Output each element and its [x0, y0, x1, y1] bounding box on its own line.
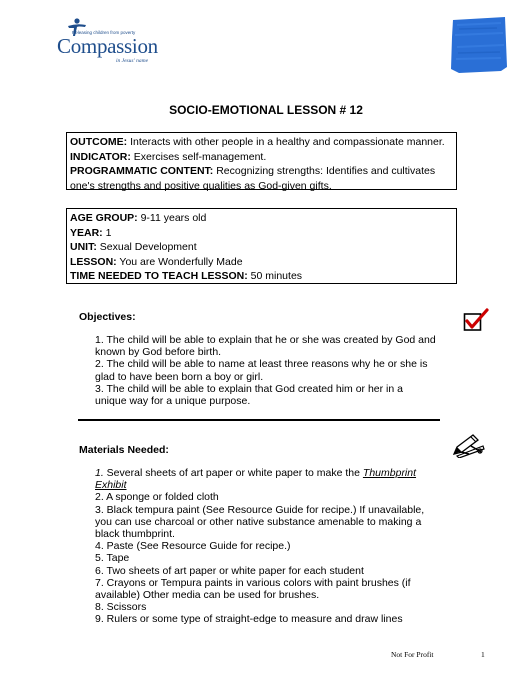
page-title: SOCIO-EMOTIONAL LESSON # 12: [169, 103, 363, 117]
programmatic-row: [70, 164, 453, 179]
outcome-label: OUTCOME:: [70, 136, 128, 148]
unit-row: [70, 240, 453, 255]
checkbox-checked-icon: [463, 308, 489, 332]
footer-not-for-profit: Not For Profit: [391, 650, 434, 659]
time-value: 50 minutes: [247, 270, 303, 282]
unit-value: Sexual Development: [96, 241, 197, 253]
objective-line: 1. The child will be able to explain that he or she was created by God and: [95, 334, 436, 346]
material-line: 8. Scissors: [95, 601, 147, 614]
objective-line: unique way for a unique purpose.: [95, 395, 251, 408]
logo-tagline-bottom: in Jesus' name: [116, 58, 149, 64]
material-line: available) Other media can be used for brushes.: [95, 589, 320, 602]
indicator-label: INDICATOR:: [70, 150, 131, 163]
compassion-logo: [52, 18, 164, 68]
pencil-tools-icon: [451, 432, 485, 458]
material-line: black thumbprint.: [95, 528, 175, 541]
material-line: 7. Crayons or Tempura paints in various colors with paint brushes (if: [95, 576, 411, 589]
outcome-box: [66, 132, 457, 190]
materials-heading: Materials Needed:: [79, 444, 169, 456]
year-label: YEAR:: [70, 226, 103, 239]
indicator-text: Exercises self-management.: [130, 150, 267, 163]
logo-wordmark: Compassion: [57, 34, 158, 58]
thumbprint-exhibit-reference-2: Exhibit: [95, 479, 127, 492]
objectives-list: [95, 334, 455, 407]
section-divider: [78, 419, 440, 421]
material-line: 2. A sponge or folded cloth: [95, 491, 219, 504]
outcome-row: [70, 135, 453, 150]
material-number: 1.: [95, 467, 104, 479]
objective-line: 3. The child will be able to explain that God created him or her in a: [95, 382, 403, 395]
unit-label: UNIT:: [70, 241, 97, 253]
objective-line: 2. The child will be able to name at least three reasons why he or she is: [95, 358, 428, 371]
material-text: Several sheets of art paper or white paper to make the: [103, 467, 363, 479]
objectives-heading: Objectives:: [79, 311, 136, 323]
material-line: [95, 479, 455, 491]
year-value: 1: [102, 226, 112, 239]
age-group-value: 9-11 years old: [137, 212, 207, 224]
material-line: you can use charcoal or other native substance amenable to making a: [95, 515, 422, 528]
programmatic-text: Recognizing strengths: Identifies and cultivates: [213, 165, 436, 177]
age-group-row: [70, 211, 453, 226]
programmatic-row-2: one's strengths and positive qualities as God-given gifts.: [70, 179, 332, 192]
lesson-value: You are Wonderfully Made: [116, 255, 243, 268]
blue-accent-block: [451, 17, 507, 73]
year-row: [70, 226, 453, 241]
indicator-row: [70, 150, 453, 165]
lesson-label: LESSON:: [70, 255, 117, 268]
objective-line: glad to have been born a boy or girl.: [95, 370, 264, 383]
page-number: 1: [481, 650, 485, 659]
lesson-row: [70, 255, 453, 270]
lesson-info-box: [66, 208, 457, 284]
material-line: 4. Paste (See Resource Guide for recipe.): [95, 540, 291, 553]
material-line: 6. Two sheets of art paper or white paper for each student: [95, 564, 364, 577]
logo-tagline-top: Releasing children from poverty: [72, 30, 136, 35]
age-group-label: AGE GROUP:: [70, 212, 138, 224]
material-line: [95, 467, 455, 479]
objective-line: known by God before birth.: [95, 346, 222, 359]
material-line: 3. Black tempura paint (See Resource Guide for recipe.) If unavailable,: [95, 503, 425, 516]
material-line: 5. Tape: [95, 552, 130, 565]
time-label: TIME NEEDED TO TEACH LESSON:: [70, 270, 248, 282]
time-row: [70, 269, 453, 284]
thumbprint-exhibit-reference: Thumbprint: [362, 467, 417, 479]
material-line: 9. Rulers or some type of straight-edge to measure and draw lines: [95, 613, 403, 626]
programmatic-label: PROGRAMMATIC CONTENT:: [70, 165, 214, 177]
materials-list: [95, 467, 455, 626]
outcome-text: Interacts with other people in a healthy and compassionate manner.: [127, 136, 445, 148]
